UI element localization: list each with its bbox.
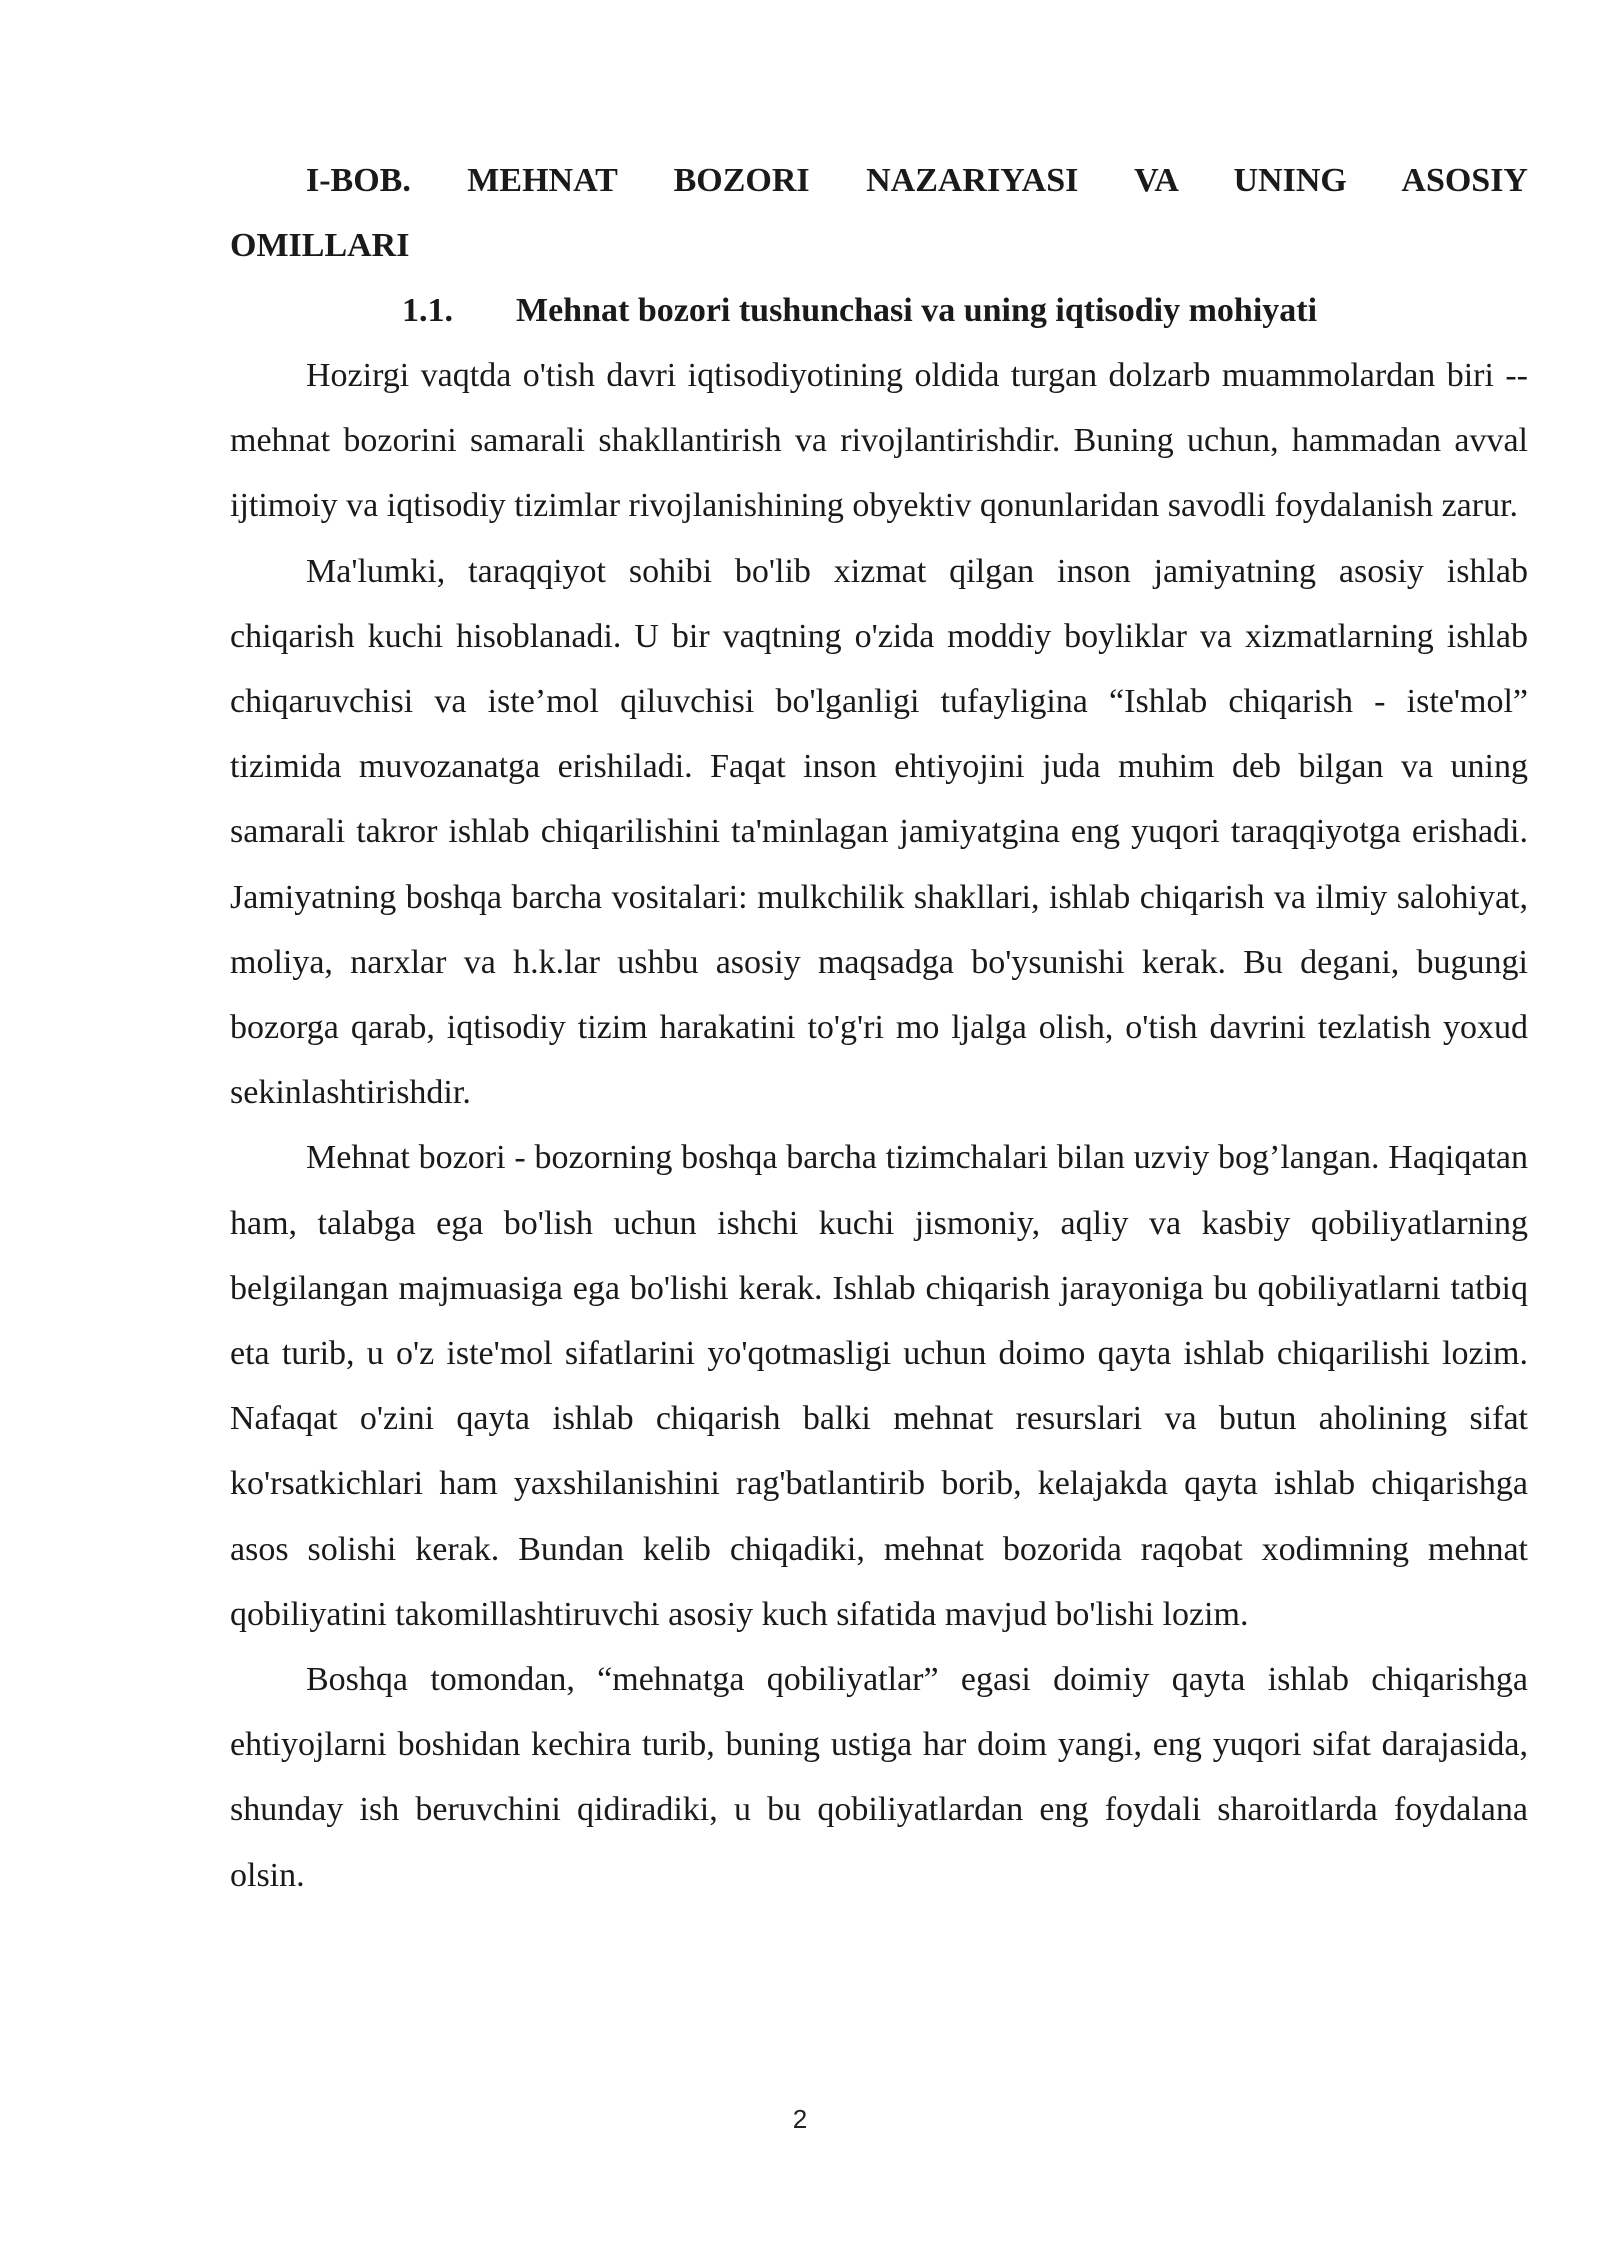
section-number: 1.1. <box>402 292 453 329</box>
page-content <box>230 148 1528 1908</box>
chapter-title: I-BOB. MEHNAT BOZORI NAZARIYASI VA UNING ASOSIY OMILLARI <box>230 162 1528 264</box>
paragraph: Hozirgi vaqtda o'tish davri iqtisodiyotining oldida turgan dolzarb muammolardan biri -- mehnat bozorini samarali shakllantirish va rivojlantirishdir. Buning uchun, hammadan avval ijtimoiy va iqtisodiy tizimlar rivojlanishining obyektiv qonunlaridan savodli foydalanish zarur. <box>230 357 1528 525</box>
section-title: Mehnat bozori tushunchasi va uning iqtisodiy mohiyati <box>516 292 1318 329</box>
paragraph: Ma'lumki, taraqqiyot sohibi bo'lib xizmat qilgan inson jamiyatning asosiy ishlab chiqarish kuchi hisoblanadi. U bir vaqtning o'zida moddiy boyliklar va xizmatlarning ishlab chiqaruvchisi va iste’mol qiluvchisi bo'lganligi tufayligina “Ishlab chiqarish - iste'mol” tizimida muvozanatga erishiladi. Faqat inson ehtiyojini juda muhim deb bilgan va uning samarali takror ishlab chiqarilishini ta'minlagan jamiyatgina eng yuqori taraqqiyotga erishadi. Jamiyatning boshqa barcha vositalari: mulkchilik shakllari, ishlab chiqarish va ilmiy salohiyat, moliya, narxlar va h.k.lar ushbu asosiy maqsadga bo'ysunishi kerak. Bu degani, bugungi bozorga qarab, iqtisodiy tizim harakatini to'g'ri mo ljalga olish, o'tish davrini tezlatish yoxud sekinlashtirishdir. <box>230 552 1528 1112</box>
page-number: 2 <box>792 2104 808 2134</box>
section-heading <box>230 278 1528 343</box>
paragraph: Boshqa tomondan, “mehnatga qobiliyatlar” egasi doimiy qayta ishlab chiqarishga ehtiyojlarni boshidan kechira turib, buning ustiga har doim yangi, eng yuqori sifat darajasida, shunday ish beruvchini qidiradiki, u bu qobiliyatlardan eng foydali sharoitlarda foydalana olsin. <box>230 1661 1528 1894</box>
paragraph: Mehnat bozori - bozorning boshqa barcha tizimchalari bilan uzviy bog’langan. Haqiqatan ham, talabga ega bo'lish uchun ishchi kuchi jismoniy, aqliy va kasbiy qobiliyatlarning belgilangan majmuasiga ega bo'lishi kerak. Ishlab chiqarish jarayoniga bu qobiliyatlarni tatbiq eta turib, u o'z iste'mol sifatlarini yo'qotmasligi uchun doimo qayta ishlab chiqarilishi lozim. Nafaqat o'zini qayta ishlab chiqarish balki mehnat resurslari va butun aholining sifat ko'rsatkichlari ham yaxshilanishini rag'batlantirib borib, kelajakda qayta ishlab chiqarishga asos solishi kerak. Bundan kelib chiqadiki, mehnat bozorida raqobat xodimning mehnat qobiliyatini takomillashtiruvchi asosiy kuch sifatida mavjud bo'lishi lozim. <box>230 1139 1528 1633</box>
